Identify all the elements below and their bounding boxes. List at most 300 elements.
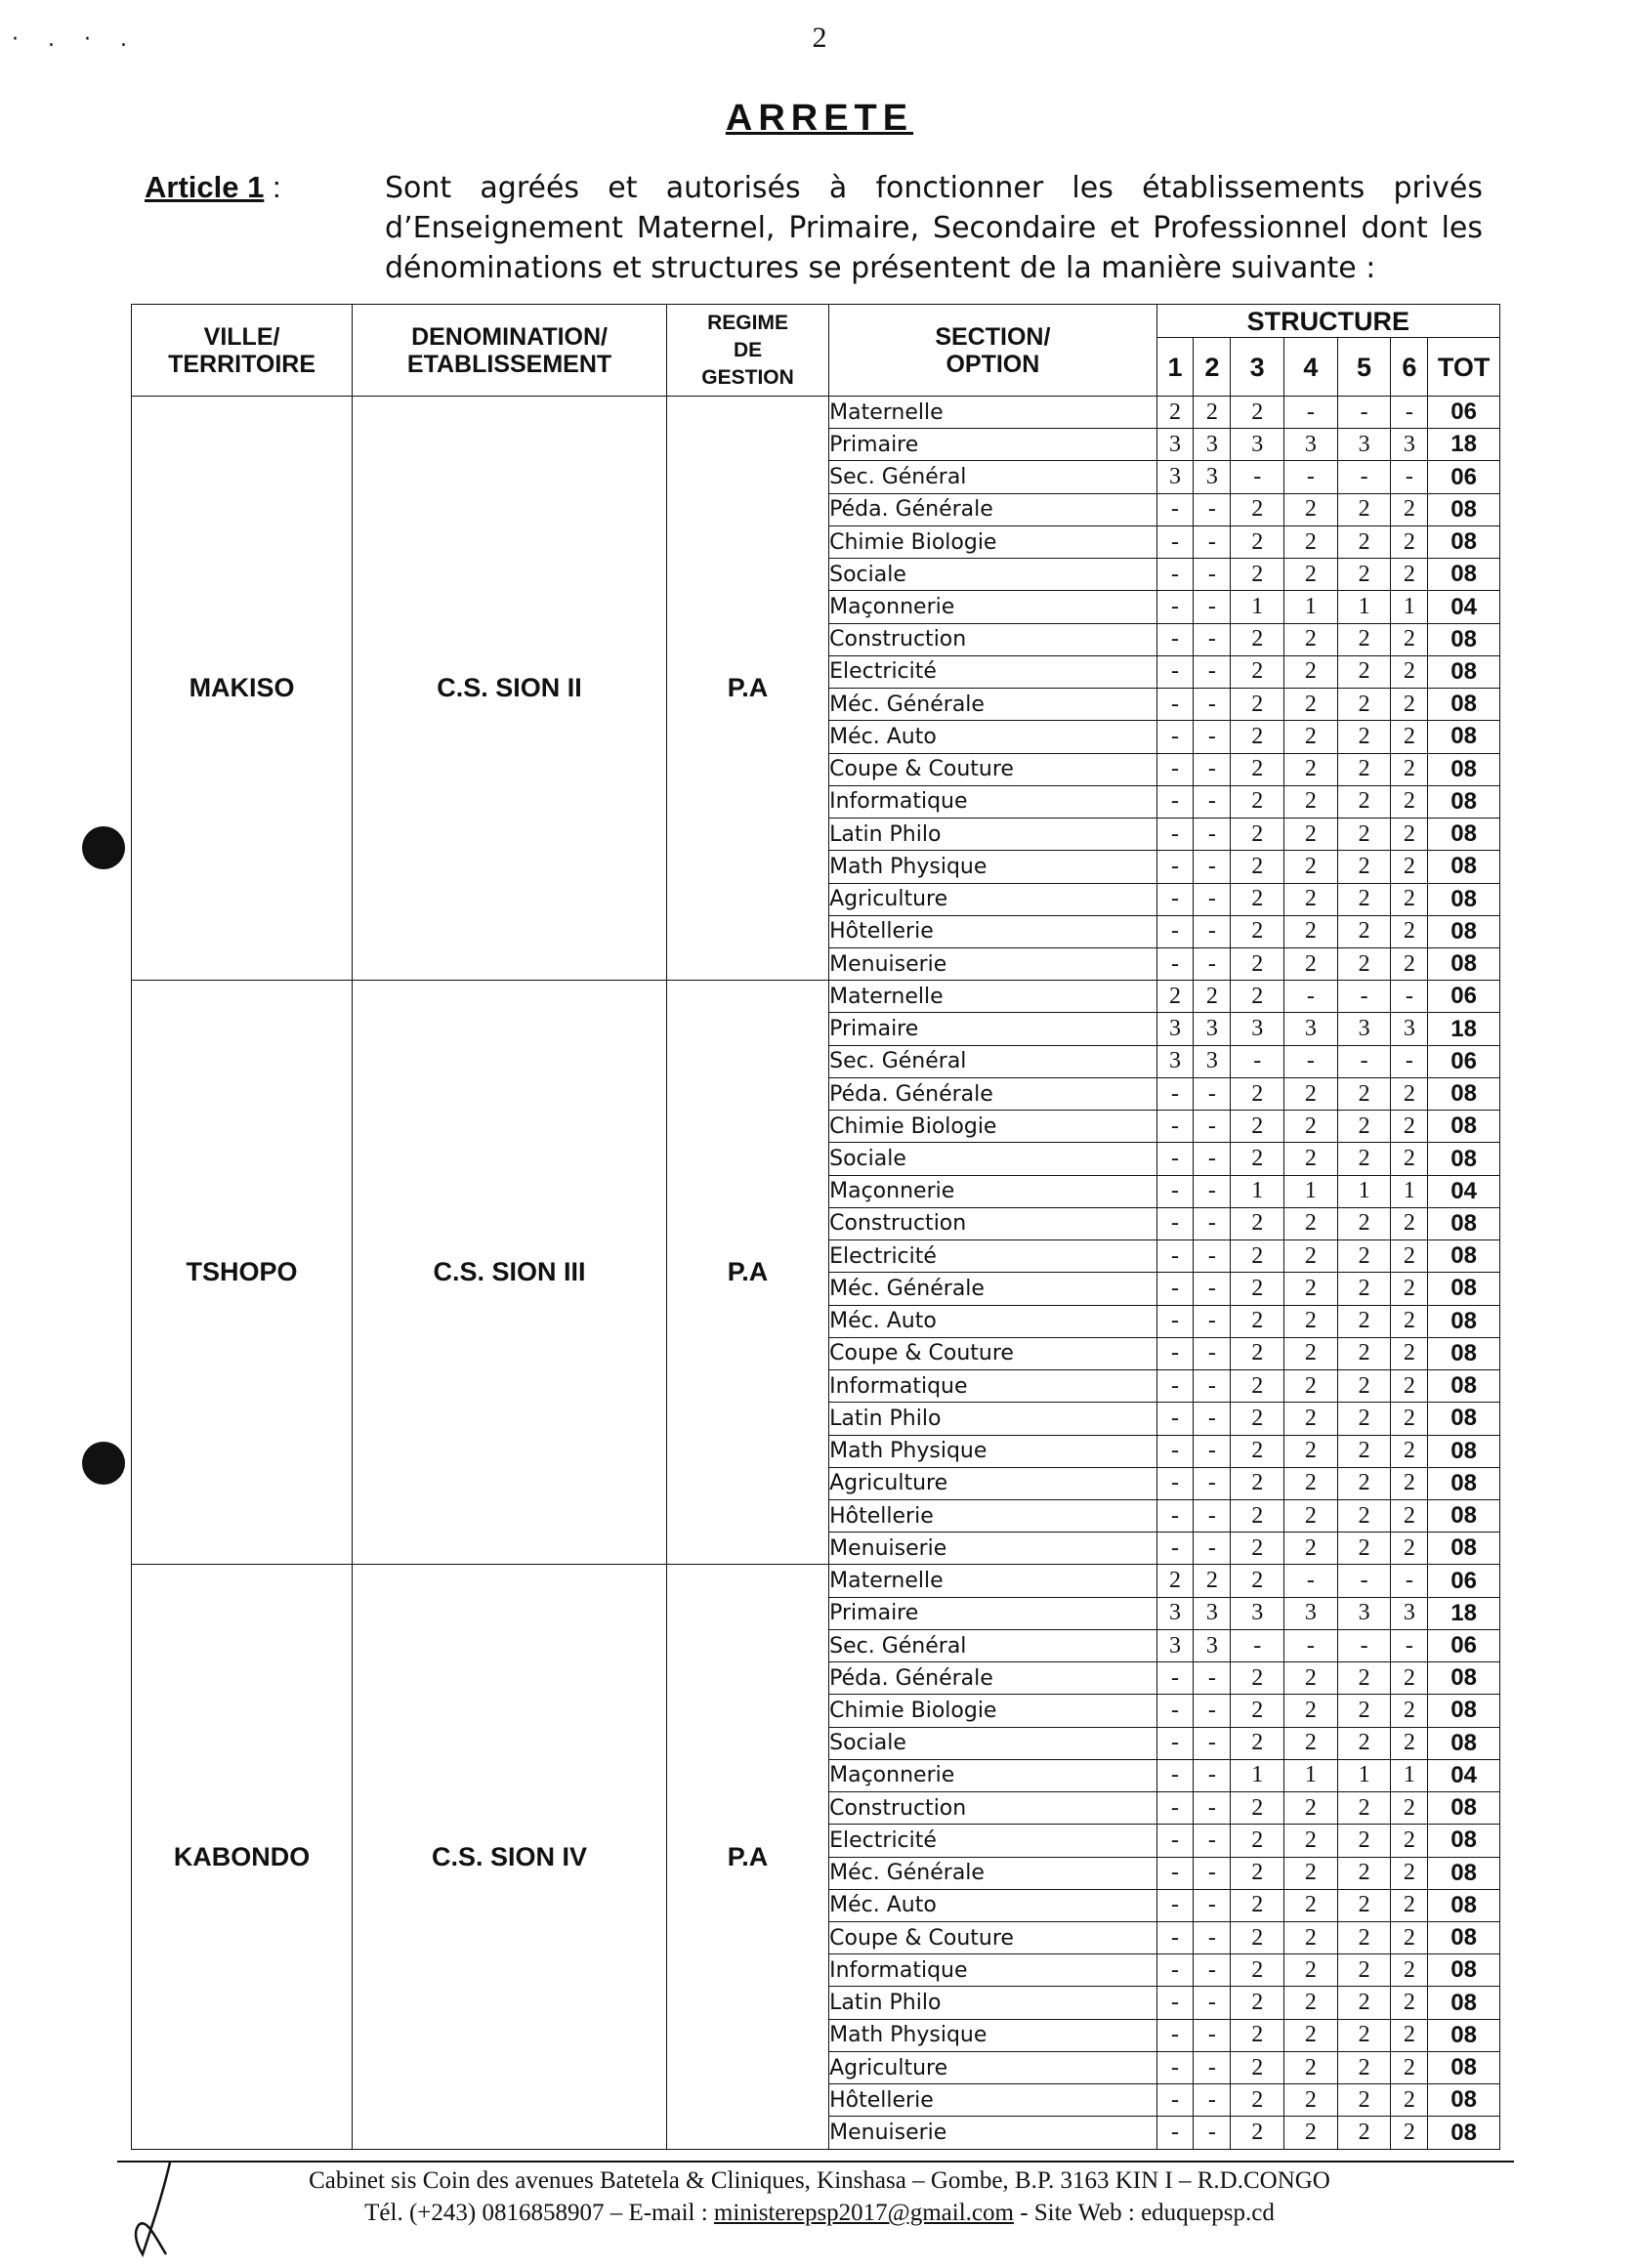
value-cell: 2 (1284, 1305, 1338, 1337)
table-row (132, 397, 1500, 429)
total-cell: 08 (1428, 851, 1500, 883)
value-cell: - (1194, 2051, 1231, 2083)
value-cell: - (1156, 915, 1194, 947)
value-cell: - (1194, 1727, 1231, 1759)
value-cell: - (1284, 981, 1338, 1013)
scan-specks: ·.·. (12, 27, 156, 52)
value-cell: 2 (1231, 785, 1284, 818)
value-cell: 2 (1231, 2019, 1284, 2051)
value-cell: - (1194, 947, 1231, 980)
option-cell: Maternelle (829, 1565, 1157, 1597)
value-cell: - (1337, 1045, 1391, 1077)
value-cell: 3 (1284, 429, 1338, 461)
option-cell: Chimie Biologie (829, 1695, 1157, 1727)
total-cell: 08 (1428, 1207, 1500, 1239)
value-cell: 2 (1231, 947, 1284, 980)
total-cell: 04 (1428, 591, 1500, 623)
value-cell: 2 (1337, 1499, 1391, 1532)
value-cell: 2 (1194, 397, 1231, 429)
value-cell: 2 (1231, 1922, 1284, 1954)
ville-cell: KABONDO (132, 1565, 353, 2150)
value-cell: - (1156, 1533, 1194, 1565)
value-cell: - (1156, 1922, 1194, 1954)
value-cell: 2 (1156, 1565, 1194, 1597)
value-cell: 2 (1337, 1111, 1391, 1143)
value-cell: 2 (1337, 1857, 1391, 1889)
total-cell: 08 (1428, 493, 1500, 525)
value-cell: 2 (1391, 623, 1428, 655)
structure-table (131, 304, 1500, 2150)
value-cell: - (1337, 1629, 1391, 1661)
option-cell: Hôtellerie (829, 1499, 1157, 1532)
total-cell: 08 (1428, 1240, 1500, 1273)
header-ville-1: VILLE/ (203, 322, 280, 351)
value-cell: - (1156, 1662, 1194, 1695)
footer-rule (117, 2161, 1514, 2163)
value-cell: 2 (1391, 1922, 1428, 1954)
value-cell: 2 (1337, 1922, 1391, 1954)
total-cell: 08 (1428, 2051, 1500, 2083)
value-cell: - (1156, 1305, 1194, 1337)
value-cell: - (1194, 1111, 1231, 1143)
value-cell: 3 (1337, 1597, 1391, 1629)
value-cell: 2 (1284, 851, 1338, 883)
value-cell: 2 (1391, 1499, 1428, 1532)
value-cell: 2 (1337, 559, 1391, 591)
value-cell: 2 (1231, 1273, 1284, 1305)
value-cell: 2 (1337, 1695, 1391, 1727)
total-cell: 06 (1428, 397, 1500, 429)
regime-cell: P.A (666, 1565, 828, 2150)
value-cell: 2 (1231, 819, 1284, 851)
total-cell: 08 (1428, 689, 1500, 721)
total-cell: 06 (1428, 1565, 1500, 1597)
value-cell: - (1156, 1825, 1194, 1857)
table-row (132, 1565, 1500, 1597)
value-cell: - (1156, 1077, 1194, 1110)
value-cell: 2 (1284, 655, 1338, 688)
value-cell: 2 (1231, 2117, 1284, 2150)
value-cell: 2 (1231, 1987, 1284, 2019)
value-cell: 3 (1391, 1597, 1428, 1629)
value-cell: - (1284, 1629, 1338, 1661)
total-cell: 08 (1428, 1792, 1500, 1825)
value-cell: 2 (1337, 1727, 1391, 1759)
value-cell: - (1156, 1240, 1194, 1273)
value-cell: 2 (1337, 655, 1391, 688)
value-cell: 3 (1194, 1013, 1231, 1045)
value-cell: - (1156, 2051, 1194, 2083)
value-cell: 2 (1284, 753, 1338, 785)
value-cell: 2 (1231, 1662, 1284, 1695)
value-cell: - (1194, 1143, 1231, 1175)
document-title (0, 98, 1639, 140)
value-cell: - (1156, 2117, 1194, 2150)
total-cell: 18 (1428, 429, 1500, 461)
total-cell: 08 (1428, 1403, 1500, 1435)
value-cell: 3 (1231, 1597, 1284, 1629)
option-cell: Informatique (829, 1954, 1157, 1987)
value-cell: 3 (1337, 429, 1391, 461)
value-cell: 1 (1284, 591, 1338, 623)
value-cell: 2 (1391, 1792, 1428, 1825)
value-cell: 2 (1231, 1337, 1284, 1369)
header-col-1: 1 (1156, 338, 1194, 397)
header-ville-2: TERRITOIRE (168, 350, 316, 378)
value-cell: - (1194, 1499, 1231, 1532)
total-cell: 06 (1428, 981, 1500, 1013)
value-cell: 2 (1337, 1987, 1391, 2019)
value-cell: 2 (1337, 2117, 1391, 2150)
value-cell: 1 (1284, 1759, 1338, 1791)
total-cell: 08 (1428, 1825, 1500, 1857)
option-cell: Maçonnerie (829, 1175, 1157, 1207)
value-cell: - (1156, 947, 1194, 980)
option-cell: Primaire (829, 1013, 1157, 1045)
value-cell: - (1156, 623, 1194, 655)
total-cell: 08 (1428, 1857, 1500, 1889)
value-cell: 1 (1337, 1175, 1391, 1207)
total-cell: 08 (1428, 1922, 1500, 1954)
value-cell: 3 (1231, 1013, 1284, 1045)
value-cell: 2 (1391, 1954, 1428, 1987)
total-cell: 08 (1428, 2084, 1500, 2117)
value-cell: - (1156, 1857, 1194, 1889)
ville-cell: MAKISO (132, 397, 353, 981)
value-cell: - (1156, 721, 1194, 753)
value-cell: 2 (1231, 623, 1284, 655)
header-regime (666, 305, 828, 397)
value-cell: 2 (1337, 1207, 1391, 1239)
option-cell: Electricité (829, 655, 1157, 688)
value-cell: 2 (1231, 493, 1284, 525)
value-cell: 2 (1391, 655, 1428, 688)
total-cell: 08 (1428, 1370, 1500, 1403)
value-cell: - (1194, 1337, 1231, 1369)
value-cell: 2 (1391, 2084, 1428, 2117)
value-cell: - (1391, 1629, 1428, 1661)
value-cell: - (1156, 1695, 1194, 1727)
value-cell: - (1337, 1565, 1391, 1597)
value-cell: 2 (1284, 883, 1338, 915)
value-cell: - (1156, 883, 1194, 915)
value-cell: 2 (1231, 1499, 1284, 1532)
option-cell: Méc. Auto (829, 1305, 1157, 1337)
value-cell: 2 (1337, 883, 1391, 915)
value-cell: 2 (1391, 1077, 1428, 1110)
value-cell: 2 (1391, 1111, 1428, 1143)
value-cell: 3 (1194, 1045, 1231, 1077)
value-cell: 2 (1284, 493, 1338, 525)
option-cell: Construction (829, 623, 1157, 655)
value-cell: - (1194, 1175, 1231, 1207)
value-cell: 2 (1284, 721, 1338, 753)
value-cell: - (1194, 1922, 1231, 1954)
value-cell: 2 (1231, 1889, 1284, 1921)
value-cell: 1 (1231, 591, 1284, 623)
value-cell: 3 (1156, 1013, 1194, 1045)
article-sep: : (264, 170, 281, 204)
option-cell: Electricité (829, 1240, 1157, 1273)
value-cell: - (1391, 1565, 1428, 1597)
value-cell: - (1156, 1403, 1194, 1435)
value-cell: - (1284, 461, 1338, 493)
header-col-5: 5 (1337, 338, 1391, 397)
option-cell: Sociale (829, 559, 1157, 591)
option-cell: Menuiserie (829, 947, 1157, 980)
total-cell: 08 (1428, 559, 1500, 591)
value-cell: 2 (1391, 883, 1428, 915)
option-cell: Hôtellerie (829, 915, 1157, 947)
value-cell: 2 (1284, 1825, 1338, 1857)
value-cell: 2 (1337, 525, 1391, 558)
value-cell: 3 (1284, 1013, 1338, 1045)
header-denomination (353, 305, 667, 397)
option-cell: Sociale (829, 1143, 1157, 1175)
value-cell: 2 (1337, 623, 1391, 655)
value-cell: - (1337, 981, 1391, 1013)
value-cell: 2 (1337, 1662, 1391, 1695)
option-cell: Math Physique (829, 2019, 1157, 2051)
value-cell: - (1194, 753, 1231, 785)
article-text: Sont agréés et autorisés à fonctionner les établissements privés d’Enseignement Maternel, Primaire, Secondaire et Professionnel dont les dénominations et structures se présentent de la manière suivante : (385, 171, 1483, 285)
value-cell: 2 (1284, 1077, 1338, 1110)
value-cell: 2 (1337, 1240, 1391, 1273)
value-cell: 2 (1391, 1305, 1428, 1337)
option-cell: Coupe & Couture (829, 1337, 1157, 1369)
value-cell: - (1156, 1499, 1194, 1532)
value-cell: 2 (1337, 1467, 1391, 1499)
value-cell: 2 (1284, 1792, 1338, 1825)
value-cell: - (1194, 655, 1231, 688)
value-cell: - (1194, 1305, 1231, 1337)
value-cell: - (1194, 2019, 1231, 2051)
value-cell: 2 (1337, 1954, 1391, 1987)
total-cell: 08 (1428, 721, 1500, 753)
option-cell: Hôtellerie (829, 2084, 1157, 2117)
value-cell: 2 (1391, 785, 1428, 818)
value-cell: 1 (1337, 591, 1391, 623)
option-cell: Menuiserie (829, 2117, 1157, 2150)
value-cell: 2 (1231, 1207, 1284, 1239)
value-cell: 2 (1391, 1403, 1428, 1435)
value-cell: - (1156, 1175, 1194, 1207)
total-cell: 06 (1428, 461, 1500, 493)
total-cell: 08 (1428, 915, 1500, 947)
page-number: 2 (812, 21, 827, 54)
value-cell: - (1194, 1695, 1231, 1727)
value-cell: 2 (1231, 1565, 1284, 1597)
value-cell: 2 (1231, 915, 1284, 947)
total-cell: 04 (1428, 1759, 1500, 1791)
option-cell: Menuiserie (829, 1533, 1157, 1565)
option-cell: Maternelle (829, 981, 1157, 1013)
value-cell: 2 (1231, 1825, 1284, 1857)
value-cell: 2 (1231, 1111, 1284, 1143)
value-cell: 2 (1231, 397, 1284, 429)
value-cell: 2 (1391, 915, 1428, 947)
value-cell: 2 (1337, 947, 1391, 980)
value-cell: 2 (1337, 2051, 1391, 2083)
option-cell: Coupe & Couture (829, 753, 1157, 785)
header-regime-1: REGIME (707, 311, 788, 334)
value-cell: 2 (1391, 1435, 1428, 1467)
value-cell: 2 (1337, 785, 1391, 818)
footer-email-link[interactable]: ministerepsp2017@gmail.com (713, 2200, 1014, 2226)
option-cell: Math Physique (829, 851, 1157, 883)
value-cell: 2 (1337, 689, 1391, 721)
value-cell: 2 (1337, 819, 1391, 851)
header-denomination-1: DENOMINATION/ (411, 322, 608, 351)
value-cell: 2 (1284, 1143, 1338, 1175)
value-cell: - (1194, 2117, 1231, 2150)
value-cell: 2 (1337, 1273, 1391, 1305)
value-cell: 2 (1284, 525, 1338, 558)
value-cell: 2 (1284, 1111, 1338, 1143)
total-cell: 08 (1428, 1305, 1500, 1337)
option-cell: Informatique (829, 785, 1157, 818)
value-cell: 2 (1156, 981, 1194, 1013)
value-cell: - (1194, 1077, 1231, 1110)
value-cell: - (1156, 493, 1194, 525)
article-label (145, 170, 281, 205)
value-cell: 2 (1284, 1337, 1338, 1369)
value-cell: 2 (1231, 1077, 1284, 1110)
option-cell: Péda. Générale (829, 493, 1157, 525)
value-cell: - (1231, 1045, 1284, 1077)
value-cell: 2 (1337, 851, 1391, 883)
option-cell: Maternelle (829, 397, 1157, 429)
value-cell: 2 (1337, 1889, 1391, 1921)
option-cell: Agriculture (829, 883, 1157, 915)
value-cell: 2 (1284, 1240, 1338, 1273)
header-regime-3: GESTION (701, 365, 794, 389)
total-cell: 08 (1428, 1727, 1500, 1759)
value-cell: 2 (1337, 721, 1391, 753)
value-cell: 2 (1284, 947, 1338, 980)
option-cell: Méc. Auto (829, 721, 1157, 753)
value-cell: - (1156, 591, 1194, 623)
value-cell: 2 (1391, 1207, 1428, 1239)
option-cell: Construction (829, 1207, 1157, 1239)
value-cell: - (1194, 851, 1231, 883)
total-cell: 08 (1428, 1662, 1500, 1695)
value-cell: 2 (1156, 397, 1194, 429)
value-cell: 2 (1231, 525, 1284, 558)
value-cell: 2 (1391, 2051, 1428, 2083)
value-cell: 2 (1391, 1273, 1428, 1305)
value-cell: 2 (1391, 1533, 1428, 1565)
value-cell: - (1231, 461, 1284, 493)
value-cell: 2 (1337, 1337, 1391, 1369)
binder-hole (82, 1442, 125, 1485)
value-cell: 2 (1284, 1922, 1338, 1954)
value-cell: - (1156, 559, 1194, 591)
value-cell: 2 (1194, 1565, 1231, 1597)
total-cell: 08 (1428, 819, 1500, 851)
value-cell: 2 (1391, 1370, 1428, 1403)
option-cell: Chimie Biologie (829, 1111, 1157, 1143)
option-cell: Agriculture (829, 2051, 1157, 2083)
option-cell: Coupe & Couture (829, 1922, 1157, 1954)
value-cell: 2 (1337, 1435, 1391, 1467)
value-cell: - (1337, 461, 1391, 493)
etablissement-cell: C.S. SION IV (353, 1565, 667, 2150)
value-cell: - (1194, 1435, 1231, 1467)
value-cell: 3 (1391, 1013, 1428, 1045)
value-cell: 2 (1231, 655, 1284, 688)
header-col-4: 4 (1284, 338, 1338, 397)
value-cell: 2 (1337, 493, 1391, 525)
option-cell: Maçonnerie (829, 591, 1157, 623)
value-cell: 2 (1231, 1727, 1284, 1759)
value-cell: 3 (1337, 1013, 1391, 1045)
total-cell: 04 (1428, 1175, 1500, 1207)
value-cell: 3 (1194, 461, 1231, 493)
value-cell: 2 (1337, 1403, 1391, 1435)
total-cell: 08 (1428, 2019, 1500, 2051)
header-section (829, 305, 1157, 397)
total-cell: 08 (1428, 1695, 1500, 1727)
value-cell: - (1156, 1143, 1194, 1175)
value-cell: 2 (1231, 753, 1284, 785)
value-cell: - (1156, 753, 1194, 785)
value-cell: 2 (1284, 2117, 1338, 2150)
value-cell: - (1194, 1467, 1231, 1499)
value-cell: 3 (1156, 429, 1194, 461)
value-cell: - (1156, 1370, 1194, 1403)
total-cell: 08 (1428, 1987, 1500, 2019)
value-cell: 2 (1391, 753, 1428, 785)
value-cell: 2 (1391, 1857, 1428, 1889)
value-cell: 2 (1231, 559, 1284, 591)
value-cell: 2 (1284, 1403, 1338, 1435)
option-cell: Péda. Générale (829, 1077, 1157, 1110)
value-cell: 2 (1284, 1954, 1338, 1987)
value-cell: 2 (1231, 981, 1284, 1013)
value-cell: - (1156, 2084, 1194, 2117)
total-cell: 08 (1428, 1435, 1500, 1467)
value-cell: 2 (1284, 1499, 1338, 1532)
value-cell: 2 (1284, 1662, 1338, 1695)
value-cell: - (1194, 1889, 1231, 1921)
value-cell: 2 (1231, 1695, 1284, 1727)
option-cell: Sec. Général (829, 1629, 1157, 1661)
value-cell: 2 (1284, 1987, 1338, 2019)
value-cell: 2 (1284, 1727, 1338, 1759)
table-row (132, 981, 1500, 1013)
value-cell: 3 (1194, 1597, 1231, 1629)
value-cell: 2 (1391, 1889, 1428, 1921)
footer-contact (0, 2200, 1639, 2227)
value-cell: - (1194, 1987, 1231, 2019)
value-cell: - (1156, 525, 1194, 558)
total-cell: 08 (1428, 1077, 1500, 1110)
ville-cell: TSHOPO (132, 981, 353, 1565)
value-cell: - (1156, 1435, 1194, 1467)
value-cell: 2 (1284, 1889, 1338, 1921)
table-body (132, 397, 1500, 2150)
value-cell: 2 (1231, 1305, 1284, 1337)
footer-address: Cabinet sis Coin des avenues Batetela & Cliniques, Kinshasa – Gombe, B.P. 3163 KIN I – R.D.CONGO (309, 2167, 1330, 2194)
value-cell: 2 (1391, 1240, 1428, 1273)
article-number: Article 1 (145, 170, 265, 204)
option-cell: Primaire (829, 429, 1157, 461)
header-section-2: OPTION (946, 350, 1040, 378)
total-cell: 08 (1428, 1467, 1500, 1499)
value-cell: 1 (1231, 1175, 1284, 1207)
value-cell: 2 (1231, 1954, 1284, 1987)
